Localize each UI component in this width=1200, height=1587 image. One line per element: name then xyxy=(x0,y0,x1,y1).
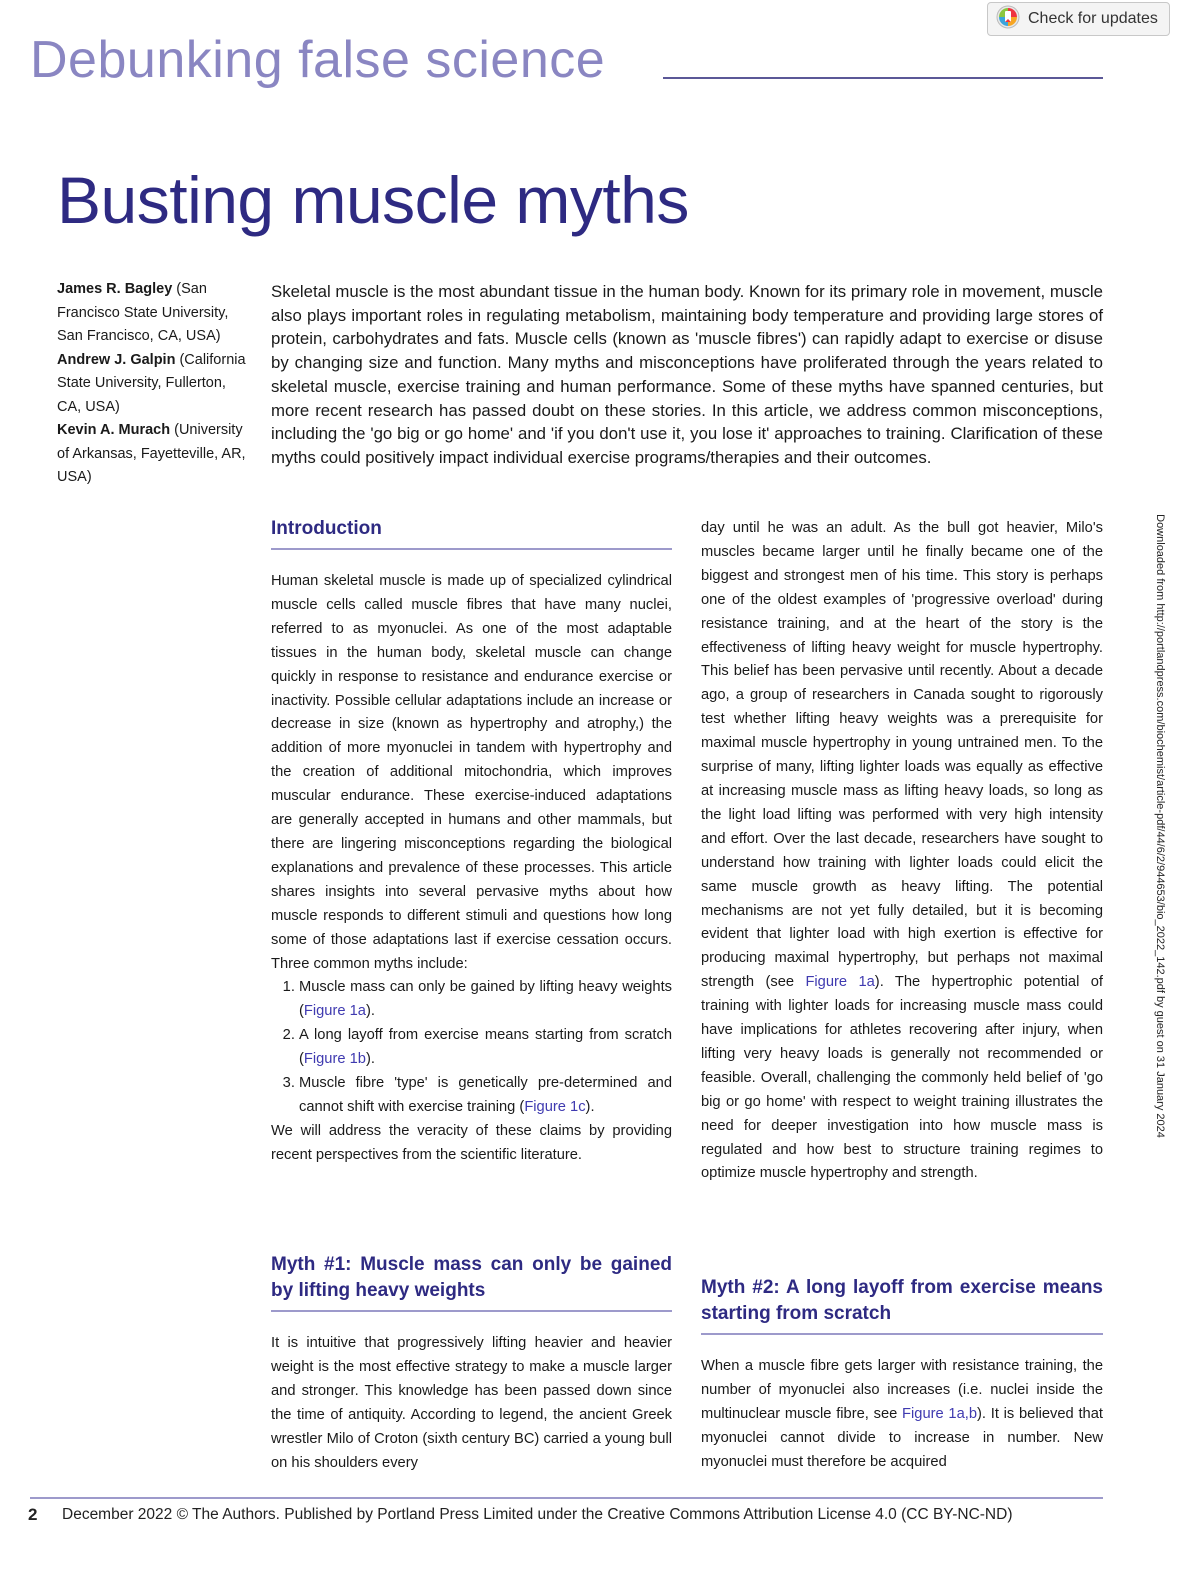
myth1-paragraph: It is intuitive that progressively lifting heavier and heavier weight is the most effective strategy to make a muscle larger and stronger. This knowledge has been passed down since the time of antiquity. According to legend, the ancient Greek wrestler Milo of Croton (sixth century BC) carried a young bull on his shoulders every xyxy=(271,1335,672,1471)
figure-link[interactable]: Figure 1a,b xyxy=(902,1405,978,1422)
author-affiliation: (California State University, Fullerton, CA, USA) xyxy=(57,351,246,415)
section-title-rule xyxy=(663,77,1103,79)
introduction-paragraph: Human skeletal muscle is made up of specialized cylindrical muscle cells called muscle fibres that have many nuclei, referred to as myonuclei. As one of the most adaptable tissues in the human body, skeletal muscle can change quickly in response to resistance and endurance exercise or inactivity. Possible cellular adaptations include an increase or decrease in size (known as hypertrophy and atrophy,) the addition of more myonuclei in tandem with hypertrophy and the creation of additional mitochondria, which improves muscular endurance. These exercise-induced adaptations are generally accepted in humans and other mammals, but there are lingering misconceptions regarding the biological explanations and prevalence of these processes. This article shares insights into several pervasive myths about how muscle responds to different stimuli and questions how long some of those adaptations last if exercise cessation occurs. Three common myths include: xyxy=(271,573,672,972)
abstract: Skeletal muscle is the most abundant tissue in the human body. Known for its primary role in movement, muscle also plays important roles in regulating metabolism, maintaining body temperature and providing large stores of protein, carbohydrates and fats. Muscle cells (known as 'muscle fibres') can rapidly adapt to exercise or disuse by changing size and function. Many myths and misconceptions have proliferated through the years related to skeletal muscle, exercise training and human performance. Some of these myths have spanned centuries, but more recent research has passed doubt on these stories. In this article, we address common misconceptions, including the 'go big or go home' and 'if you don't use it, you lose it' approaches to training. Clarification of these myths could positively impact individual exercise programs/therapies and their outcomes. xyxy=(271,282,1103,467)
page-number: 2 xyxy=(28,1505,38,1524)
myth1-heading: Myth #1: Muscle mass can only be gained by lifting heavy weights xyxy=(271,1254,672,1301)
myth-list xyxy=(271,976,672,1119)
figure-link[interactable]: Figure 1c xyxy=(524,1098,586,1115)
footer-license: December 2022 © The Authors. Published by Portland Press Limited under the Creative Commons Attribution License 4.0 (CC BY-NC-ND) xyxy=(62,1506,1013,1523)
author-list xyxy=(57,278,247,490)
myth2-paragraph xyxy=(701,1355,1103,1475)
download-watermark: Downloaded from http://portlandpress.com/biochemist/article-pdf/44/6/2/944653/bio_2022_142.pdf by guest on 31 January 2024 xyxy=(1154,514,1166,1138)
author-name: Andrew J. Galpin xyxy=(57,351,176,368)
list-item-text: A long layoff from exercise means starting from scratch ( xyxy=(299,1027,672,1068)
author-entry xyxy=(57,419,247,490)
paragraph-text: ). It is believed that myonuclei cannot divide to increase in number. New myonuclei must therefore be acquired xyxy=(701,1405,1103,1470)
myth2-heading: Myth #2: A long layoff from exercise means starting from scratch xyxy=(701,1277,1103,1324)
figure-link[interactable]: Figure 1a xyxy=(805,974,875,991)
section-title: Debunking false science xyxy=(30,31,606,89)
author-affiliation: (University of Arkansas, Fayetteville, AR, USA) xyxy=(57,422,246,485)
footer-rule xyxy=(30,1497,1103,1499)
list-item-tail: ). xyxy=(585,1098,595,1115)
list-item-tail: ). xyxy=(365,1003,375,1020)
figure-link[interactable]: Figure 1a xyxy=(303,1003,366,1020)
heading-rule xyxy=(271,1310,672,1312)
list-item xyxy=(299,1072,672,1120)
right-column xyxy=(701,517,1103,1186)
introduction-closing: We will address the veracity of these claims by providing recent perspectives from the scientific literature. xyxy=(271,1122,672,1163)
heading-rule xyxy=(271,548,672,550)
list-item-text: Muscle fibre 'type' is genetically pre-determined and cannot shift with exercise training ( xyxy=(299,1075,672,1115)
author-affiliation: (San Francisco State University, San Francisco, CA, USA) xyxy=(57,281,229,344)
paragraph-text: day until he was an adult. As the bull got heavier, Milo's muscles became larger until he finally became one of the biggest and strongest men of his time. This story is perhaps one of the oldest examples of 'progressive overload' during resistance training, and at the heart of the story is the effectiveness of lifting heavy weight for muscle hypertrophy. This belief has been pervasive until recently. About a decade ago, a group of researchers in Canada sought to rigorously test whether lifting heavy weights was a prerequisite for maximal muscle hypertrophy in young untrained men. To the surprise of many, lifting lighter loads was equally as effective at increasing muscle mass as lifting heavy loads, so long as the light load lifting was performed with very high intensity and effort. Over the last decade, researchers have sought to understand how training with lighter loads could elicit the same muscle growth as heavy lifting. The potential mechanisms are not yet fully detailed, but it is becoming evident that lighter load with high exertion is effective for producing maximal hypertrophy, but perhaps not maximal strength (see xyxy=(701,520,1103,991)
paragraph-text: When a muscle fibre gets larger with resistance training, the number of myonuclei also increases (i.e. nuclei inside the multinuclear muscle fibre, see xyxy=(701,1358,1103,1422)
left-column xyxy=(271,516,672,1168)
list-item xyxy=(299,1024,672,1072)
figure-link[interactable]: Figure 1b xyxy=(303,1051,366,1068)
author-entry xyxy=(57,349,247,420)
heading-rule xyxy=(701,1333,1103,1335)
myth1-continued-paragraph xyxy=(701,517,1103,1186)
paragraph-text: ). The hypertrophic potential of training with lighter loads for increasing muscle mass could have implications for athletes recovering after injury, when lifting very heavy loads is generally not recommended or feasible. Overall, challenging the commonly held belief of 'go big or go home' with respect to weight training illustrates the need for deeper investigation into how muscle mass is regulated and how best to structure training regimes to optimize muscle hypertrophy and strength. xyxy=(701,974,1103,1182)
author-name: Kevin A. Murach xyxy=(57,422,171,438)
list-item xyxy=(299,976,672,1024)
article-title: Busting muscle myths xyxy=(57,163,689,237)
introduction-heading: Introduction xyxy=(271,518,382,539)
author-entry xyxy=(57,278,247,349)
author-name: James R. Bagley xyxy=(57,281,173,297)
list-item-text: Muscle mass can only be gained by lifting heavy weights ( xyxy=(299,979,672,1020)
list-item-tail: ). xyxy=(365,1051,375,1068)
crossmark-icon xyxy=(996,5,1020,34)
myth2-section xyxy=(701,1275,1103,1475)
check-for-updates-button[interactable] xyxy=(987,2,1170,36)
myth1-section xyxy=(271,1252,672,1475)
check-for-updates-label: Check for updates xyxy=(1028,10,1158,27)
